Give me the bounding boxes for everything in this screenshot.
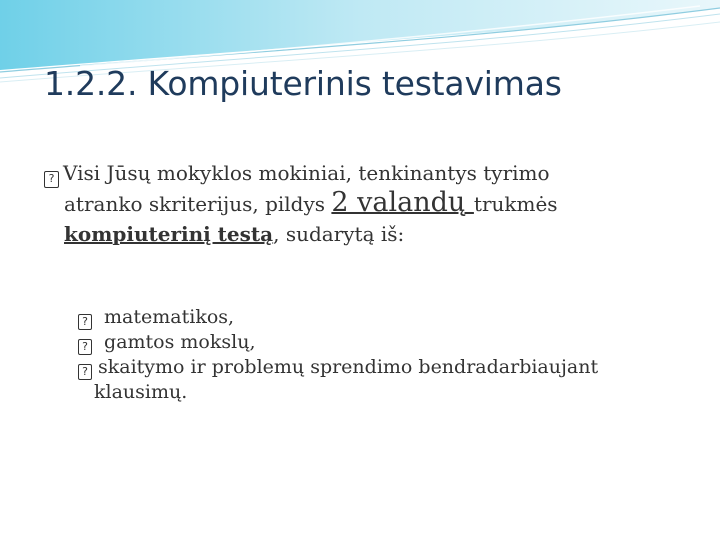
test-phrase-emphasis: kompiuterinį testą: [64, 222, 274, 246]
square-bullet-icon: ?: [78, 339, 92, 355]
intro-line-1: [44, 158, 684, 188]
intro-text-2: atranko skriterijus, pildys: [64, 192, 332, 216]
list-item-text: gamtos mokslų,: [98, 331, 256, 353]
square-bullet-icon: ?: [78, 314, 92, 330]
square-bullet-icon: ?: [78, 364, 92, 380]
list-item: [78, 355, 598, 380]
intro-line-2: [44, 188, 684, 219]
hours-emphasis: 2 valandų: [331, 187, 474, 218]
intro-line-3: [44, 219, 684, 249]
list-item: [78, 305, 598, 330]
subject-list: [78, 305, 598, 405]
list-item-text: matematikos,: [98, 306, 235, 328]
intro-paragraph: [44, 158, 684, 249]
list-item: [78, 330, 598, 355]
intro-text-4: , sudarytą iš:: [273, 222, 405, 246]
slide-title: 1.2.2. Kompiuterinis testavimas: [44, 64, 562, 103]
square-bullet-icon: ?: [44, 171, 59, 188]
list-item-continuation: klausimų.: [94, 381, 188, 403]
intro-text-1: Visi Jūsų mokyklos mokiniai, tenkinantys tyrimo: [63, 161, 550, 185]
intro-text-3: trukmės: [473, 192, 558, 216]
list-item-text: skaitymo ir problemų sprendimo bendradarbiaujant: [98, 356, 599, 378]
